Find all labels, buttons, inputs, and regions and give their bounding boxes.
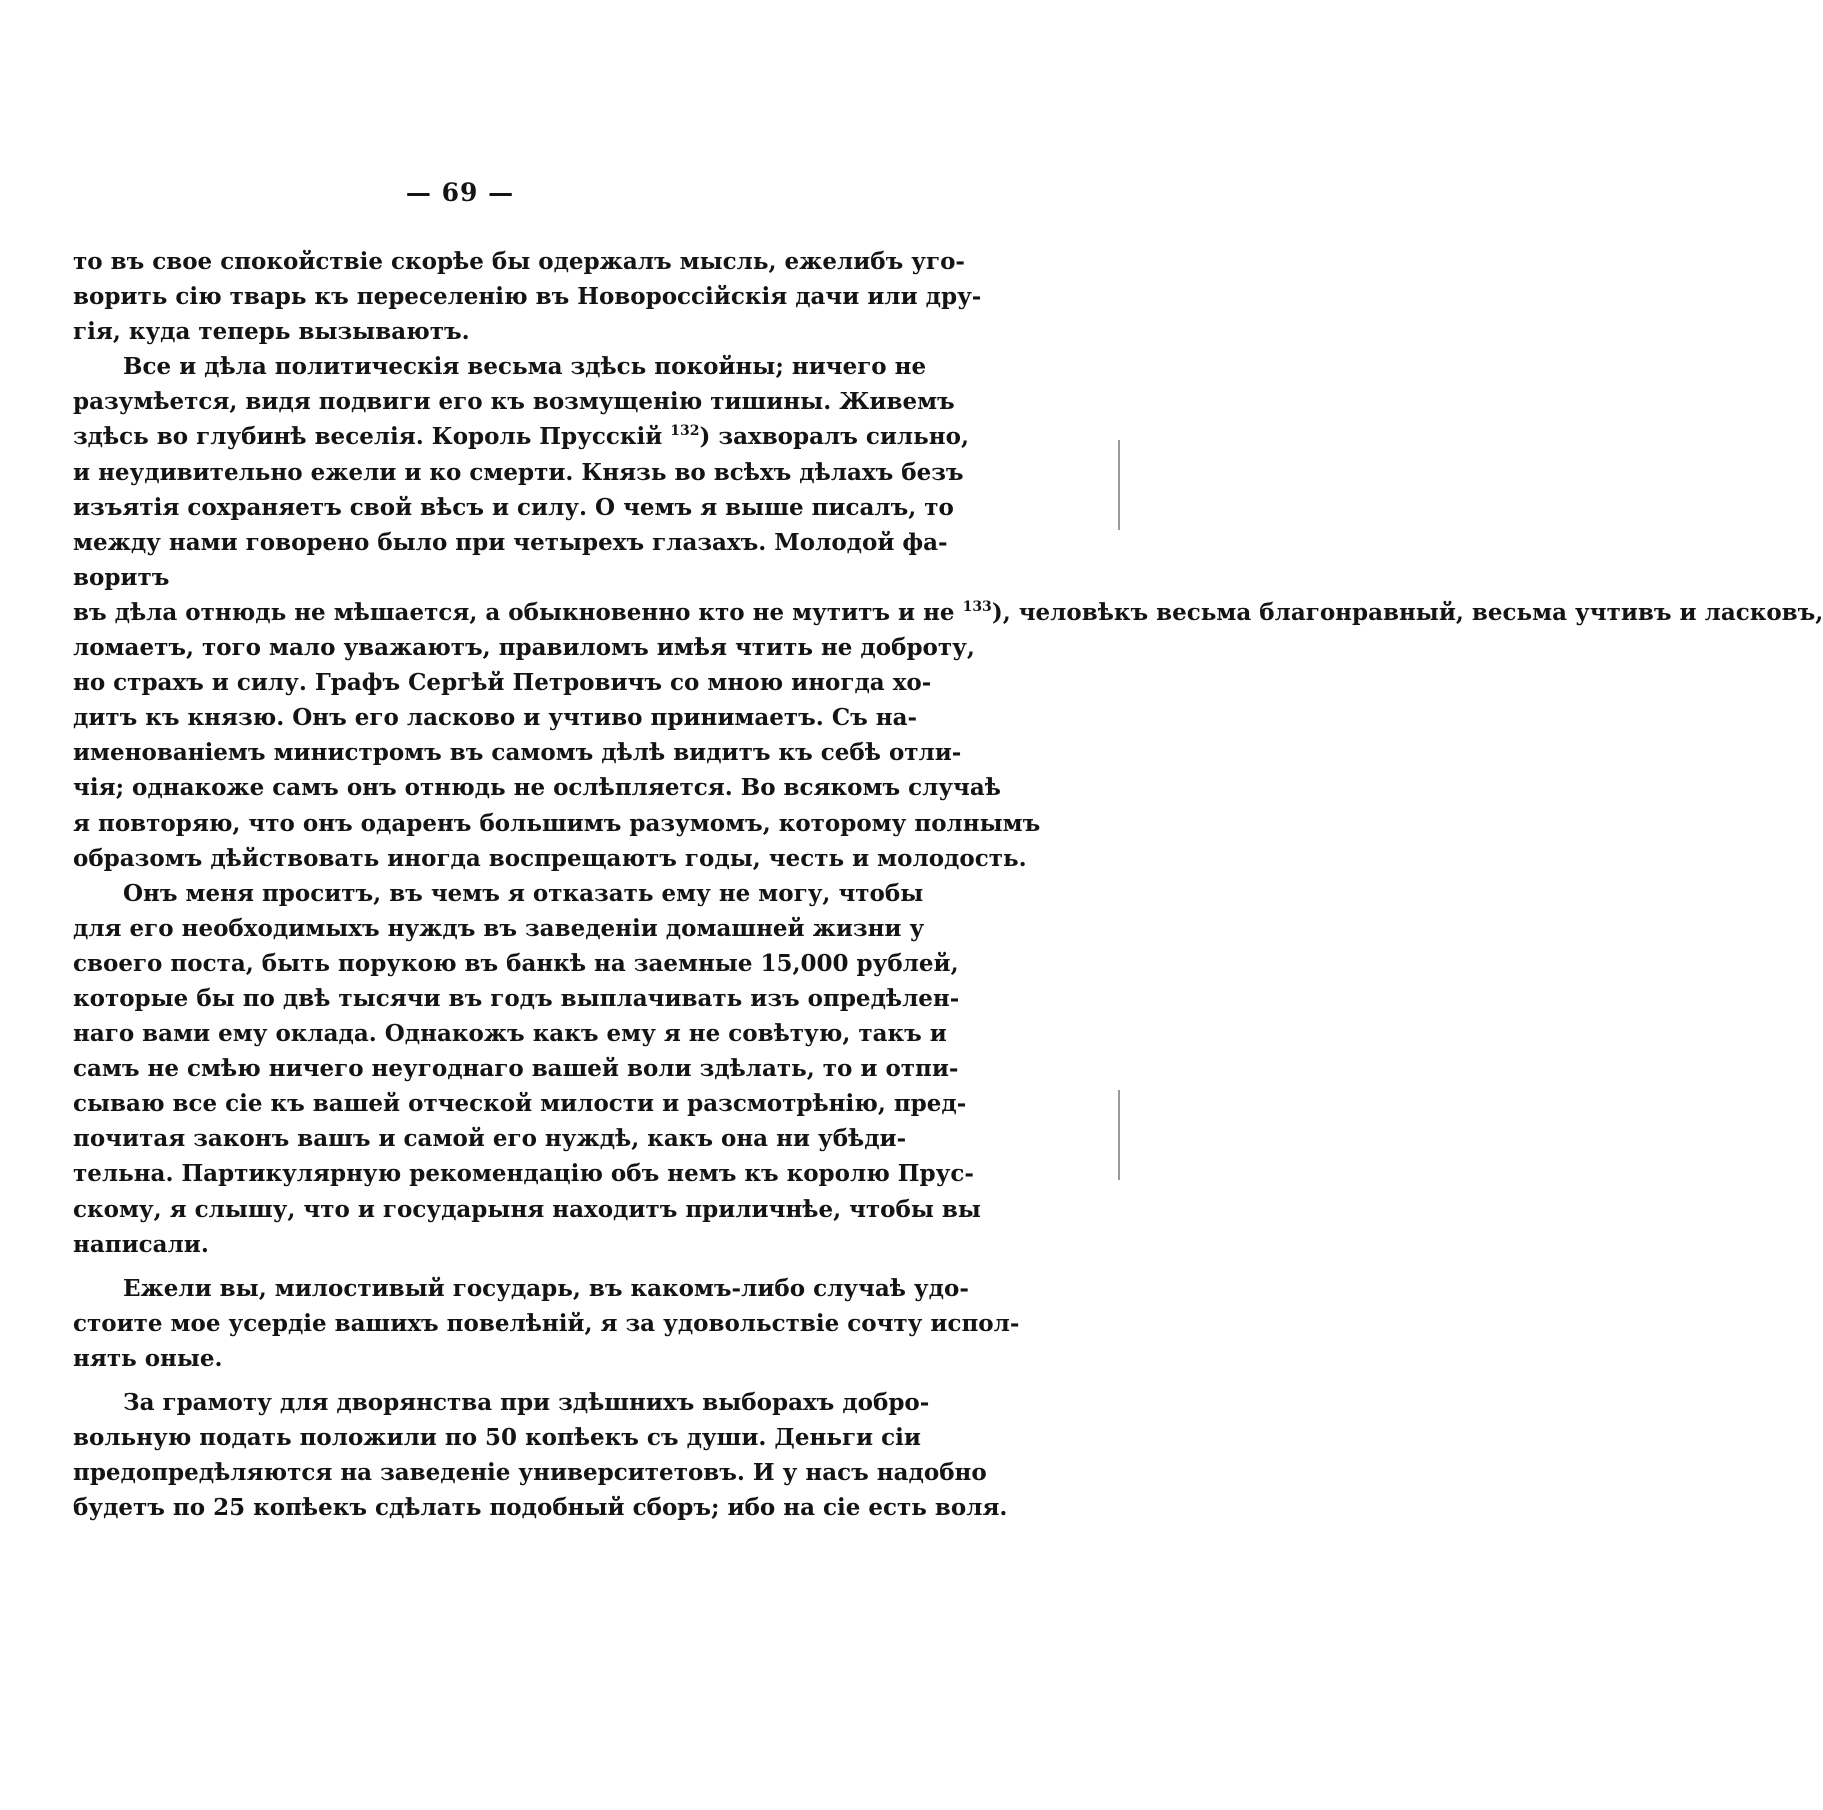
text-line: я повторяю, что онъ одаренъ большимъ разумомъ, которому полнымъ: [73, 809, 1041, 837]
text-line: нять оные.: [73, 1344, 223, 1372]
text-line: сываю все сіе къ вашей отческой милости и разсмотрѣнію, пред-: [73, 1090, 967, 1118]
text-line: ворить сію тварь къ переселенію въ Новороссійскія дачи или дру-: [73, 283, 982, 311]
text-line: скому, я слышу, что и государыня находитъ приличнѣе, чтобы вы: [73, 1195, 981, 1223]
text-line: своего поста, быть порукою въ банкѣ на заемные 15,000 рублей,: [73, 949, 959, 977]
body-text: [73, 244, 1823, 1525]
text-line: написали.: [73, 1230, 209, 1258]
text-line: Все и дѣла политическія весьма здѣсь покойны; ничего не: [123, 353, 927, 381]
text-line: но страхъ и силу. Графъ Сергѣй Петровичъ со мною иногда хо-: [73, 669, 932, 697]
text-line: разумѣется, видя подвиги его къ возмущенію тишины. Живемъ: [73, 388, 955, 416]
text-line: ломаетъ, того мало уважаютъ, правиломъ имѣя чтить не доброту,: [73, 634, 975, 662]
text-segment: въ дѣла отнюдь не мѣшается, а обыкновенно кто не мутитъ и не: [73, 598, 955, 626]
text-line-with-footnote: [73, 419, 969, 454]
text-line: наго вами ему оклада. Однакожъ какъ ему я не совѣтую, такъ и: [73, 1020, 947, 1048]
text-segment: ), человѣкъ весьма благонравный, весьма учтивъ и ласковъ,: [991, 598, 1823, 626]
text-line: и неудивительно ежели и ко смерти. Князь во всѣхъ дѣлахъ безъ: [73, 458, 964, 486]
text-line: дитъ къ князю. Онъ его ласково и учтиво принимаетъ. Съ на-: [73, 704, 918, 732]
paragraph-2: [73, 349, 1823, 875]
text-segment: ) захворалъ сильно,: [699, 423, 969, 451]
paragraph-3: [73, 876, 981, 1262]
text-line: для его необходимыхъ нуждъ въ заведеніи домашней жизни у: [73, 914, 925, 942]
text-line: почитая законъ вашъ и самой его нуждѣ, какъ она ни убѣди-: [73, 1125, 907, 1153]
paragraph-4: [73, 1271, 1020, 1376]
text-line: вольную подать положили по 50 копѣекъ съ души. Деньги сіи: [73, 1424, 921, 1452]
text-line: тельна. Партикулярную рекомендацію объ немъ къ королю Прус-: [73, 1160, 974, 1188]
text-line: предопредѣляются на заведеніе университетовъ. И у насъ надобно: [73, 1459, 987, 1487]
text-line: стоите мое усердіе вашихъ повелѣній, я за удовольствіе сочту испол-: [73, 1309, 1020, 1337]
paragraph-1: [73, 244, 982, 349]
scan-edge-mark: [1118, 1090, 1120, 1180]
text-line: За грамоту для дворянства при здѣшнихъ выборахъ добро-: [123, 1389, 930, 1416]
page-number: — 69 —: [405, 178, 515, 207]
text-line: самъ не смѣю ничего неугоднаго вашей воли здѣлать, то и отпи-: [73, 1055, 959, 1083]
footnote-ref-132: 132: [670, 423, 700, 440]
text-line: именованіемъ министромъ въ самомъ дѣлѣ видитъ къ себѣ отли-: [73, 739, 962, 767]
text-line: Ежели вы, милостивый государь, въ какомъ-либо случаѣ удо-: [123, 1274, 969, 1302]
text-line: между нами говорено было при четырехъ глазахъ. Молодой фа-: [73, 528, 948, 556]
scan-edge-mark: [1118, 440, 1120, 530]
paragraph-5: [73, 1385, 1008, 1525]
text-line-with-footnote: [73, 595, 1823, 630]
text-segment: здѣсь во глубинѣ веселія. Король Прусскій: [73, 423, 663, 451]
text-line: гія, куда теперь вызываютъ.: [73, 318, 470, 346]
text-line: то въ свое спокойствіе скорѣе бы одержалъ мысль, ежелибъ уго-: [73, 248, 965, 275]
text-line: чія; однакоже самъ онъ отнюдь не ослѣпляется. Во всякомъ случаѣ: [73, 774, 1001, 802]
text-line: образомъ дѣйствовать иногда воспрещаютъ годы, честь и молодость.: [73, 844, 1027, 872]
footnote-ref-133: 133: [962, 598, 992, 615]
text-line: будетъ по 25 копѣекъ сдѣлать подобный сборъ; ибо на сіе есть воля.: [73, 1494, 1008, 1522]
text-line: Онъ меня проситъ, въ чемъ я отказать ему не могу, чтобы: [123, 879, 924, 907]
text-line: воритъ: [73, 563, 170, 591]
text-line: которые бы по двѣ тысячи въ годъ выплачивать изъ опредѣлен-: [73, 984, 960, 1012]
text-line: изъятія сохраняетъ свой вѣсъ и силу. О чемъ я выше писалъ, то: [73, 493, 954, 521]
